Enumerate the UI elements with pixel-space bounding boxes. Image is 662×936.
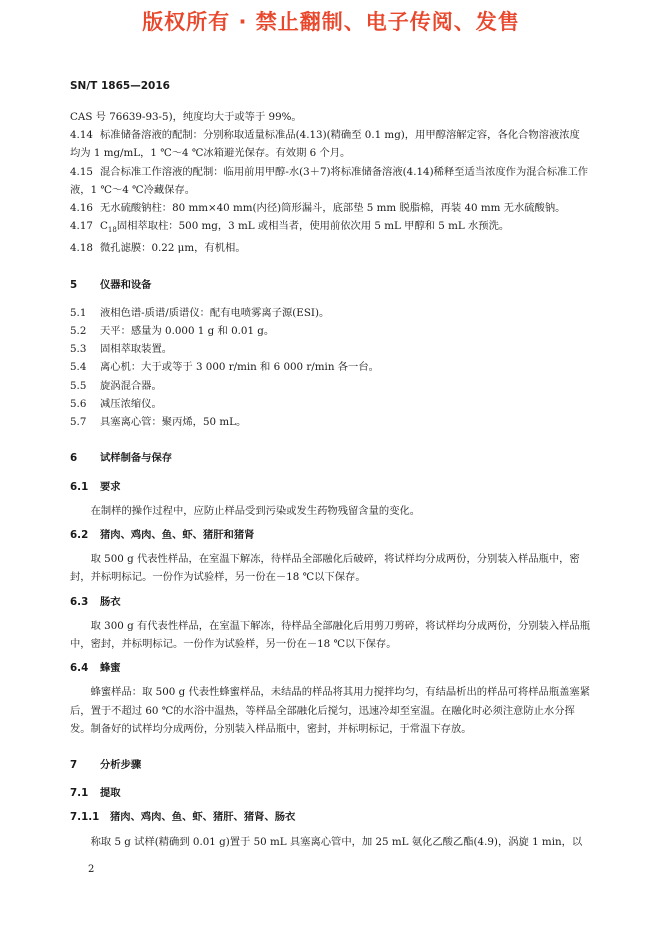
subsection-number: 7.1 [70,787,89,800]
subsection-7-1-1-heading [70,808,590,826]
clause-text: 旋涡混合器。 [100,379,162,392]
clause-5-5 [70,377,590,395]
section-6-heading [70,449,590,467]
subsection-title: 要求 [100,480,121,493]
section-title: 分析步骤 [100,758,142,771]
clause-text: 离心机：大于或等于 3 000 r/min 和 6 000 r/min 各一台。 [100,361,379,374]
clause-5-7 [70,413,590,431]
standard-id: SN/T 1865—2016 [70,80,170,92]
clause-number: 4.17 [70,220,93,233]
subsection-6-3-heading [70,593,590,611]
clause-number: 4.18 [70,242,93,255]
clause-4-16 [70,199,590,217]
clause-number: 5.7 [70,416,87,429]
clause-5-3 [70,340,590,358]
subsection-title: 猪肉、鸡肉、鱼、虾、猪肝、猪肾、肠衣 [110,811,296,824]
clause-number: 5.4 [70,361,87,374]
page-number: 2 [88,864,95,875]
clause-number: 5.6 [70,397,87,410]
section-5-heading [70,276,590,294]
clause-text: 减压浓缩仪。 [100,397,162,410]
clause-5-2 [70,322,590,340]
c18-prefix: C [100,220,108,233]
clause-text: 微孔滤膜：0.22 μm，有机相。 [100,242,246,255]
subsection-7-1-heading [70,784,590,802]
clause-4-18 [70,239,590,257]
clause-number: 4.14 [70,129,93,142]
watermark-banner: 版权所有 · 禁止翻制、电子传阅、发售 [142,10,520,34]
section-7-heading [70,756,590,774]
subsection-title: 肠衣 [100,595,121,608]
clause-text: 标准储备溶液的配制：分别称取适量标准品(4.13)(精确至 0.1 mg)，用甲醇溶解定容，各化合物溶液浓度均为 1 mg/mL，1 ℃～4 ℃冰箱避光保存。有效期 6 个月。 [70,129,580,160]
section-number: 7 [70,758,78,771]
subsection-number: 6.3 [70,595,89,608]
subsection-6-1-heading [70,478,590,496]
clause-5-6 [70,395,590,413]
clause-text: 具塞离心管：聚丙烯，50 mL。 [100,416,247,429]
clause-cas-continuation: CAS 号 76639-93-5)，纯度均大于或等于 99%。 [70,111,302,123]
clause-4-15 [70,163,590,199]
subsection-6-2-text: 取 500 g 代表性样品，在室温下解冻，待样品全部融化后破碎，将试样均分成两份，分别装入样品瓶中，密封，并标明标记。一份作为试验样，另一份在－18 ℃以下保存。 [70,553,580,584]
clause-5-4 [70,358,590,376]
clause-text: 固相萃取柱：500 mg，3 mL 或相当者，使用前依次用 5 mL 甲醇和 5 mL 水预洗。 [116,220,510,233]
document-body [70,108,590,851]
clause-number: 5.1 [70,306,87,319]
subsection-6-3-text: 取 300 g 有代表性样品，在室温下解冻，待样品全部融化后用剪刀剪碎，将试样均分成两份，分别装入样品瓶中，密封，并标明标记。一份作为试验样，另一份在－18 ℃以下保存。 [70,619,591,650]
clause-4-17 [70,217,590,239]
subsection-7-1-1-text: 称取 5 g 试样(精确到 0.01 g)置于 50 mL 具塞离心管中，加 25 mL 氨化乙酸乙酯(4.9)，涡旋 1 min，以 [90,835,583,848]
subsection-number: 6.1 [70,480,89,493]
clause-text: 天平：感量为 0.000 1 g 和 0.01 g。 [100,325,275,338]
clause-number: 5.5 [70,379,87,392]
subsection-title: 蜂蜜 [100,662,121,675]
subsection-6-4-heading [70,659,590,677]
section-title: 仪器和设备 [100,278,152,291]
subsection-number: 6.4 [70,662,89,675]
subsection-6-4-text: 蜂蜜样品：取 500 g 代表性蜂蜜样品，未结晶的样品将其用力搅拌均匀，有结晶析出的样品可将样品瓶盖塞紧后，置于不超过 60 ℃的水浴中温热，等样品全部融化后搅匀，迅速冷却至室温。在融化时必须注意防止水分挥发。制备好的试样均分成两份，分别装入样品瓶中，密封，并标明标记，于常温下存放。 [70,686,591,735]
subsection-6-2-heading [70,526,590,544]
clause-text: 液相色谱-质谱/质谱仪：配有电喷雾离子源(ESI)。 [100,306,330,319]
clause-number: 5.2 [70,325,87,338]
subsection-title: 猪肉、鸡肉、鱼、虾、猪肝和猪肾 [100,528,255,541]
section-title: 试样制备与保存 [100,452,173,465]
clause-number: 4.16 [70,202,93,215]
subsection-title: 提取 [100,787,121,800]
c18-subscript: 18 [107,226,117,235]
clause-text: 混合标准工作溶液的配制：临用前用甲醇-水(3＋7)将标准储备溶液(4.14)稀释至适当浓度作为混合标准工作液，1 ℃～4 ℃冷藏保存。 [70,165,589,196]
subsection-number: 6.2 [70,528,89,541]
clause-4-14 [70,126,590,162]
section-number: 5 [70,278,78,291]
clause-5-1 [70,304,590,322]
subsection-number: 7.1.1 [70,811,100,824]
subsection-6-1-text: 在制样的操作过程中，应防止样品受到污染或发生药物残留含量的变化。 [90,504,421,517]
section-number: 6 [70,452,78,465]
clause-text: 无水硫酸钠柱：80 mm×40 mm(内径)筒形漏斗，底部垫 5 mm 脱脂棉，再装 40 mm 无水硫酸钠。 [100,202,566,215]
clause-number: 4.15 [70,165,93,178]
clause-number: 5.3 [70,343,87,356]
clause-text: 固相萃取装置。 [100,343,173,356]
